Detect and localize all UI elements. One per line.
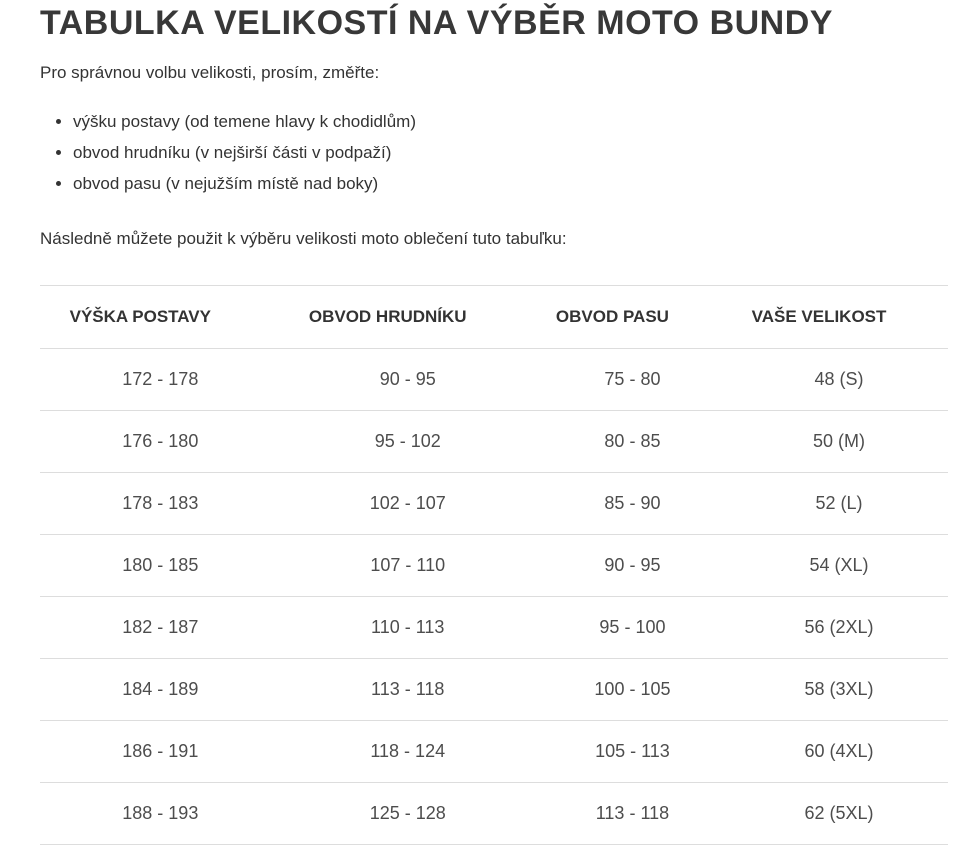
list-item: • obvod hrudníku (v nejširší části v podpaží) [73,142,948,163]
table-cell: 113 - 118 [535,783,730,845]
measurement-list [40,111,948,194]
table-cell: 60 (4XL) [730,721,948,783]
table-cell: 90 - 95 [535,535,730,597]
table-row [40,349,948,411]
table-cell: 118 - 124 [281,721,535,783]
table-cell: 95 - 100 [535,597,730,659]
table-cell: 184 - 189 [40,659,281,721]
column-header: VÝŠKA POSTAVY [40,286,281,349]
intro-paragraph: Pro správnou volbu velikosti, prosím, změřte: [40,63,380,82]
table-cell: 180 - 185 [40,535,281,597]
column-header: OBVOD PASU [535,286,730,349]
table-row [40,597,948,659]
size-table-body [40,349,948,845]
table-cell: 52 (L) [730,473,948,535]
table-cell: 105 - 113 [535,721,730,783]
list-item: • obvod pasu (v nejužším místě nad boky) [73,173,948,194]
table-cell: 178 - 183 [40,473,281,535]
table-cell: 107 - 110 [281,535,535,597]
table-cell: 95 - 102 [281,411,535,473]
table-cell: 110 - 113 [281,597,535,659]
table-row [40,411,948,473]
page-title: TABULKA VELIKOSTÍ NA VÝBĚR MOTO BUNDY [40,4,833,42]
table-row [40,721,948,783]
column-header: VAŠE VELIKOST [730,286,948,349]
table-cell: 125 - 128 [281,783,535,845]
table-cell: 90 - 95 [281,349,535,411]
size-table-header [40,286,948,349]
table-cell: 62 (5XL) [730,783,948,845]
table-cell: 100 - 105 [535,659,730,721]
page-content [0,5,967,845]
table-cell: 102 - 107 [281,473,535,535]
table-cell: 172 - 178 [40,349,281,411]
table-cell: 113 - 118 [281,659,535,721]
table-cell: 186 - 191 [40,721,281,783]
table-row [40,783,948,845]
table-cell: 85 - 90 [535,473,730,535]
table-cell: 54 (XL) [730,535,948,597]
table-cell: 188 - 193 [40,783,281,845]
table-row [40,535,948,597]
table-cell: 56 (2XL) [730,597,948,659]
table-cell: 176 - 180 [40,411,281,473]
note-paragraph: Následně můžete použit k výběru velikosti moto oblečení tuto tabuľku: [40,229,567,248]
column-header: OBVOD HRUDNÍKU [281,286,535,349]
table-header-row [40,286,948,349]
table-cell: 182 - 187 [40,597,281,659]
size-table [40,285,948,845]
table-cell: 80 - 85 [535,411,730,473]
table-cell: 75 - 80 [535,349,730,411]
list-item: • výšku postavy (od temene hlavy k chodidlům) [73,111,948,132]
table-row [40,473,948,535]
table-row [40,659,948,721]
table-cell: 48 (S) [730,349,948,411]
table-cell: 58 (3XL) [730,659,948,721]
table-cell: 50 (M) [730,411,948,473]
